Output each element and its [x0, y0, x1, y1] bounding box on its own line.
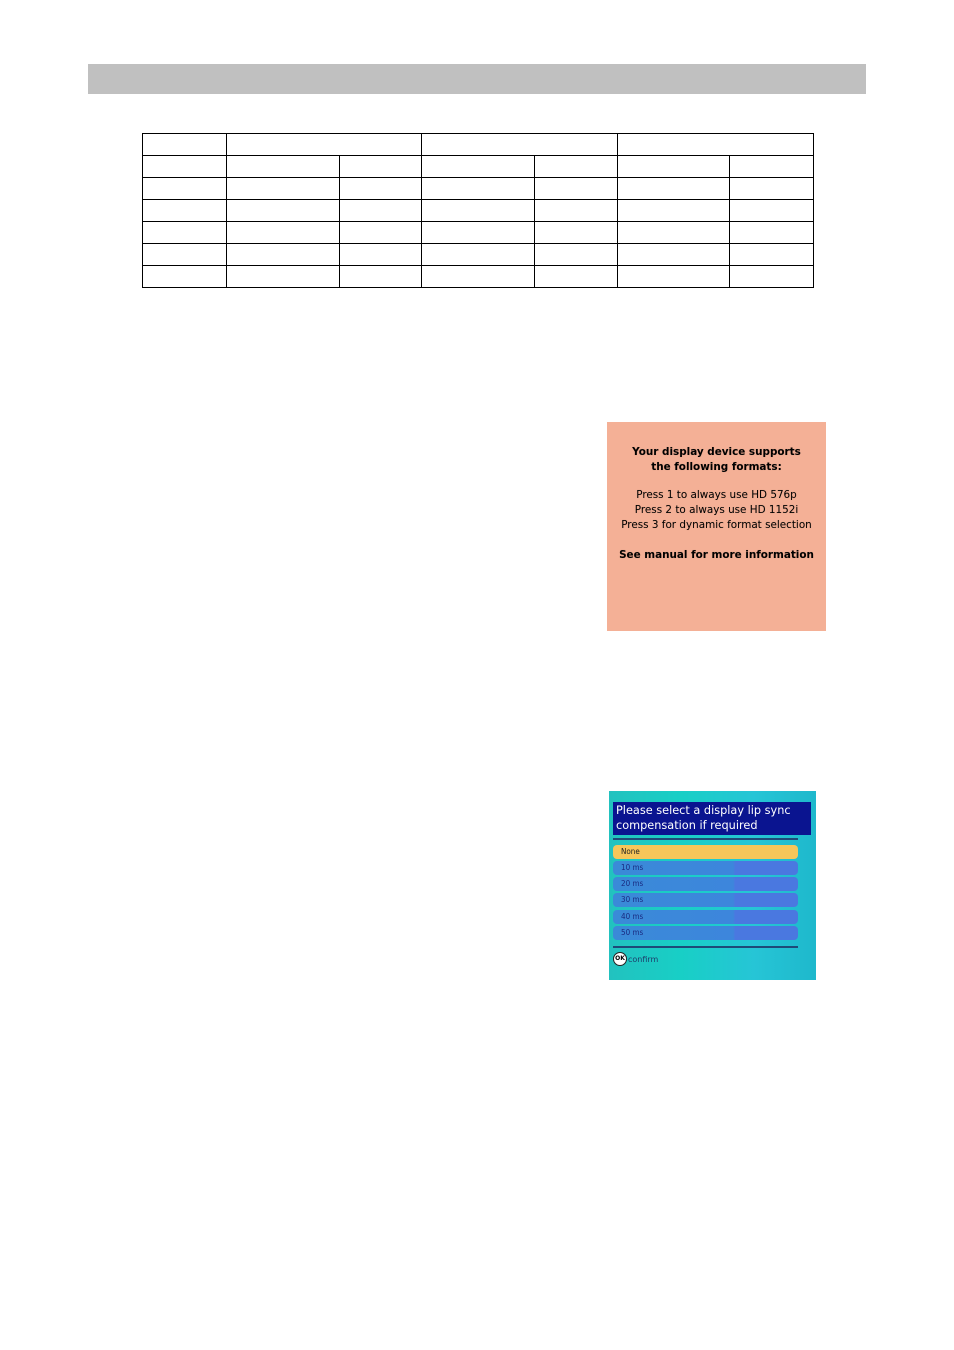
confirm-hint — [613, 952, 658, 966]
formats-options — [607, 488, 826, 533]
table-header-row — [143, 134, 814, 156]
table-cell — [618, 178, 730, 200]
table-cell — [422, 134, 618, 156]
table-cell — [227, 156, 340, 178]
table-cell — [422, 222, 535, 244]
table-cell — [227, 178, 340, 200]
lip-sync-title-line2: compensation if required — [616, 819, 758, 832]
table-cell — [422, 266, 535, 288]
table-cell — [143, 222, 227, 244]
table-cell — [535, 178, 618, 200]
table-cell — [340, 266, 422, 288]
table-cell — [143, 244, 227, 266]
table-row — [143, 266, 814, 288]
table-cell — [618, 266, 730, 288]
table-cell — [340, 200, 422, 222]
table-cell — [422, 156, 535, 178]
table-cell — [618, 200, 730, 222]
formats-manual-note: See manual for more information — [619, 549, 814, 561]
lip-sync-osd — [609, 791, 816, 980]
table-cell — [730, 156, 814, 178]
confirm-label: confirm — [628, 954, 659, 964]
lip-sync-option-30ms[interactable]: 30 ms — [613, 893, 798, 907]
table-cell — [422, 244, 535, 266]
format-option-1152i[interactable]: Press 2 to always use HD 1152i — [634, 504, 799, 516]
table-cell — [143, 266, 227, 288]
table-cell — [730, 178, 814, 200]
table-cell — [618, 222, 730, 244]
lip-sync-option-10ms[interactable]: 10 ms — [613, 861, 798, 875]
lip-sync-option-40ms[interactable]: 40 ms — [613, 910, 798, 924]
table-cell — [535, 266, 618, 288]
table-cell — [535, 200, 618, 222]
table-cell — [227, 244, 340, 266]
table-cell — [227, 222, 340, 244]
formats-intro-line1: Your display device supports — [632, 446, 801, 458]
format-option-576p[interactable]: Press 1 to always use HD 576p — [636, 489, 797, 501]
table-cell — [422, 200, 535, 222]
table-cell — [618, 134, 814, 156]
table-cell — [730, 266, 814, 288]
table-cell — [143, 178, 227, 200]
table-cell — [340, 244, 422, 266]
lip-sync-option-none[interactable]: None — [613, 845, 798, 859]
lip-sync-option-20ms[interactable]: 20 ms — [613, 877, 798, 891]
lip-sync-title-line1: Please select a display lip sync — [616, 804, 791, 817]
table-cell — [143, 134, 227, 156]
formats-intro — [607, 445, 826, 475]
table-cell — [422, 178, 535, 200]
table-cell — [535, 156, 618, 178]
table-row — [143, 244, 814, 266]
table-cell — [535, 244, 618, 266]
section-header-bar — [88, 64, 866, 94]
ok-button-icon[interactable]: OK — [613, 952, 627, 966]
table-cell — [340, 222, 422, 244]
table-cell — [227, 200, 340, 222]
lip-sync-option-50ms[interactable]: 50 ms — [613, 926, 798, 940]
table-cell — [227, 134, 422, 156]
format-option-dynamic[interactable]: Press 3 for dynamic format selection — [621, 519, 812, 531]
table-cell — [535, 222, 618, 244]
divider — [613, 838, 798, 840]
formats-intro-line2: the following formats: — [651, 461, 782, 473]
display-formats-osd — [607, 422, 826, 631]
table-row — [143, 156, 814, 178]
table-cell — [730, 244, 814, 266]
table-cell — [340, 178, 422, 200]
format-table — [142, 133, 814, 288]
table-row — [143, 222, 814, 244]
table-cell — [227, 266, 340, 288]
table-cell — [618, 244, 730, 266]
table-cell — [340, 156, 422, 178]
table-cell — [143, 200, 227, 222]
lip-sync-title — [613, 802, 811, 835]
table-cell — [730, 222, 814, 244]
table-row — [143, 178, 814, 200]
table-row — [143, 200, 814, 222]
divider — [613, 946, 798, 948]
table-cell — [730, 200, 814, 222]
table-cell — [618, 156, 730, 178]
table-cell — [143, 156, 227, 178]
